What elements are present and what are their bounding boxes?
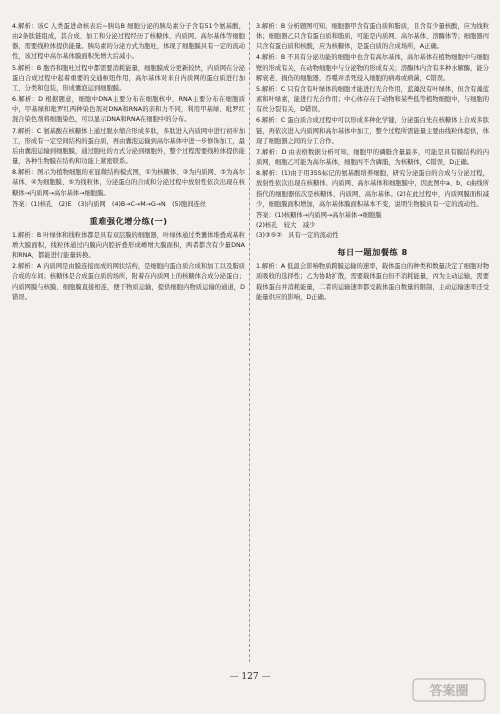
dash-left: — [229, 672, 242, 682]
answer-paragraph: 2.解析：A 内质网是由膜连接而成的网状结构，是细胞内蛋白质合成和加工以及脂质合成的车间；核糖体是合成蛋白质的场所，附着在内质网上的核糖体合成分泌蛋白；内质网膜与核膜、细胞膜直接相连，便于物质运输，提供细胞内物质运输的通道，D错误。 [12, 263, 245, 301]
answer-key-line: 答案：(1)核孔 (2)E (3)内质网 (4)B→C→M→G→N (5)胞间连丝 [12, 200, 207, 208]
answer-paragraph: 7.解析：C 氨基酸在核糖体上通过脱水缩合形成多肽，多肽进入内质网中进行初步加工，形成有一定空间结构的蛋白质，再由囊泡运输到高尔基体中进一步修饰加工，最后由囊泡运输到细胞膜，通过胞吐的方式分泌到细胞外，整个过程需要线粒体提供能量，各种生物膜在结构和功能上紧密联系。 [12, 127, 245, 166]
answer-paragraph: 7.解析：D 由表格数据分析可知，细胞甲的磷脂含量最多，可能是具有膜结构的内质网，细胞乙可能为高尔基体，细胞丙不含磷脂，为核糖体，C错误，D正确。 [256, 148, 489, 167]
answer-paragraph: 8.解析：图示为植物细胞的亚显微结构模式图，①为核糖体、②为内质网、③为高尔基体、④为细胞膜、⑤为线粒体，分泌蛋白的合成和分泌过程中放射性依次出现在核糖体→内质网→高尔基体→细胞膜。 [12, 169, 245, 197]
answer-key-line: 答案：(1)核糖体→内质网→高尔基体→细胞膜 [256, 211, 382, 219]
watermark-logo [412, 676, 486, 706]
column-divider [249, 22, 250, 662]
answer-paragraph: 8.解析：(1)由于用35S标记的氨基酸培养细胞，研究分泌蛋白的合成与分泌过程，放射性依次出现在核糖体、内质网、高尔基体和细胞膜中，因此图中a、b、c曲线所指代的细胞器依次是核糖体、内质网、高尔基体。(2)在此过程中，内质网膜面积减少，细胞膜面积增加，高尔基体膜面积基本不变，说明生物膜具有一定的流动性。 [256, 170, 489, 208]
answer-paragraph: 6.解析：D 根据题意，细胞中DNA主要分布在细胞核中，RNA主要分布在细胞质中，甲基绿和吡罗红两种染色剂对DNA和RNA的亲和力不同，利用甲基绿、吡罗红混合染色剂将细胞染色，可以显示DNA和RNA在细胞中的分布。 [12, 96, 245, 124]
answer-key-line: (2)核孔 较大 减少 [256, 221, 316, 229]
answer-paragraph: 1.解析：A 低温会影响物质跨膜运输的速率，载体蛋白的种类和数量决定了细胞对物质吸收的选择性；乙为协助扩散，需要载体蛋白但不消耗能量，丙为主动运输，需要载体蛋白并消耗能量，二者的运输速率都受载体蛋白数量的限制，主动运输速率还受能量供应的影响，D正确。 [256, 263, 489, 301]
answer-paragraph: 5.解析：C 只有含有叶绿体的细胞才能进行光合作用，蓝藻没有叶绿体，但含有藻蓝素和叶绿素，能进行光合作用；中心体存在于动物和某些低等植物细胞中，与细胞的有丝分裂有关，D错误。 [256, 85, 489, 114]
right-column [256, 22, 489, 303]
page-number-value: 127 [241, 672, 259, 682]
section-title: 重难强化增分练(一) [89, 215, 168, 226]
answer-paragraph: 1.解析：B 叶绿体和线粒体都是具有双层膜的细胞器，叶绿体通过类囊体堆叠成基粒增大膜面积，线粒体通过内膜向内腔折叠形成嵴增大膜面积，两者都含有少量DNA和RNA，都能进行能量转换。 [12, 231, 245, 260]
answer-paragraph: 6.解析：C 蛋白质合成过程中可以形成多种化学键，分泌蛋白先在核糖体上合成多肽链，再依次进入内质网和高尔基体中加工，整个过程所需能量主要由线粒体提供，体现了细胞器之间的分工合作。 [256, 117, 489, 145]
answer-paragraph: 5.解析：B 胞吞和胞吐过程中都需要消耗能量，细胞膜成分更新较快，内质网在分泌蛋白合成过程中起着重要的交通枢纽作用，高尔基体对来自内质网的蛋白质进行加工、分类和包装，形成囊泡运到细胞膜。 [12, 64, 245, 92]
answer-paragraph: 4.解析：B 不具有分泌功能的细胞中也含有高尔基体，高尔基体在植物细胞中与细胞壁的形成有关，在动物细胞中与分泌物的形成有关；溶酶体内含有多种水解酶，能分解衰老、损伤的细胞器，吞噬并杀死侵入细胞的病毒或病菌，C错误。 [256, 54, 489, 82]
daily-practice-title: 每日一题加餐练 8 [337, 247, 408, 258]
answer-paragraph: 4.解析：该C 人类蛋进命核表后~胰岛B 细胞分泌的胰岛素分子含有51个氨基酸，由2条肽链组成，其合成、加工和分泌过程经历了核糖体、内质网、高尔基体等细胞器，需要线粒体提供能量。胰岛素的分泌方式为胞吐，体现了细胞膜具有一定的流动性，该过程中高尔基体膜面积先增大后减小。 [12, 23, 245, 61]
left-column [12, 22, 245, 303]
answer-paragraph: 3.解析：B 分析题图可知，细胞器甲含有蛋白质和脂质，且含有少量核酸，应为线粒体；细胞器乙只含有蛋白质和脂质，可能是内质网、高尔基体、溶酶体等；细胞器丙只含有蛋白质和核酸，应为核糖体，是蛋白质的合成场所，A正确。 [256, 23, 489, 51]
dash-right: — [258, 672, 271, 682]
answer-key-line: (3)③⑤② 具有一定的流动性 [256, 232, 339, 240]
svg-text:答案圈: 答案圈 [429, 684, 469, 699]
